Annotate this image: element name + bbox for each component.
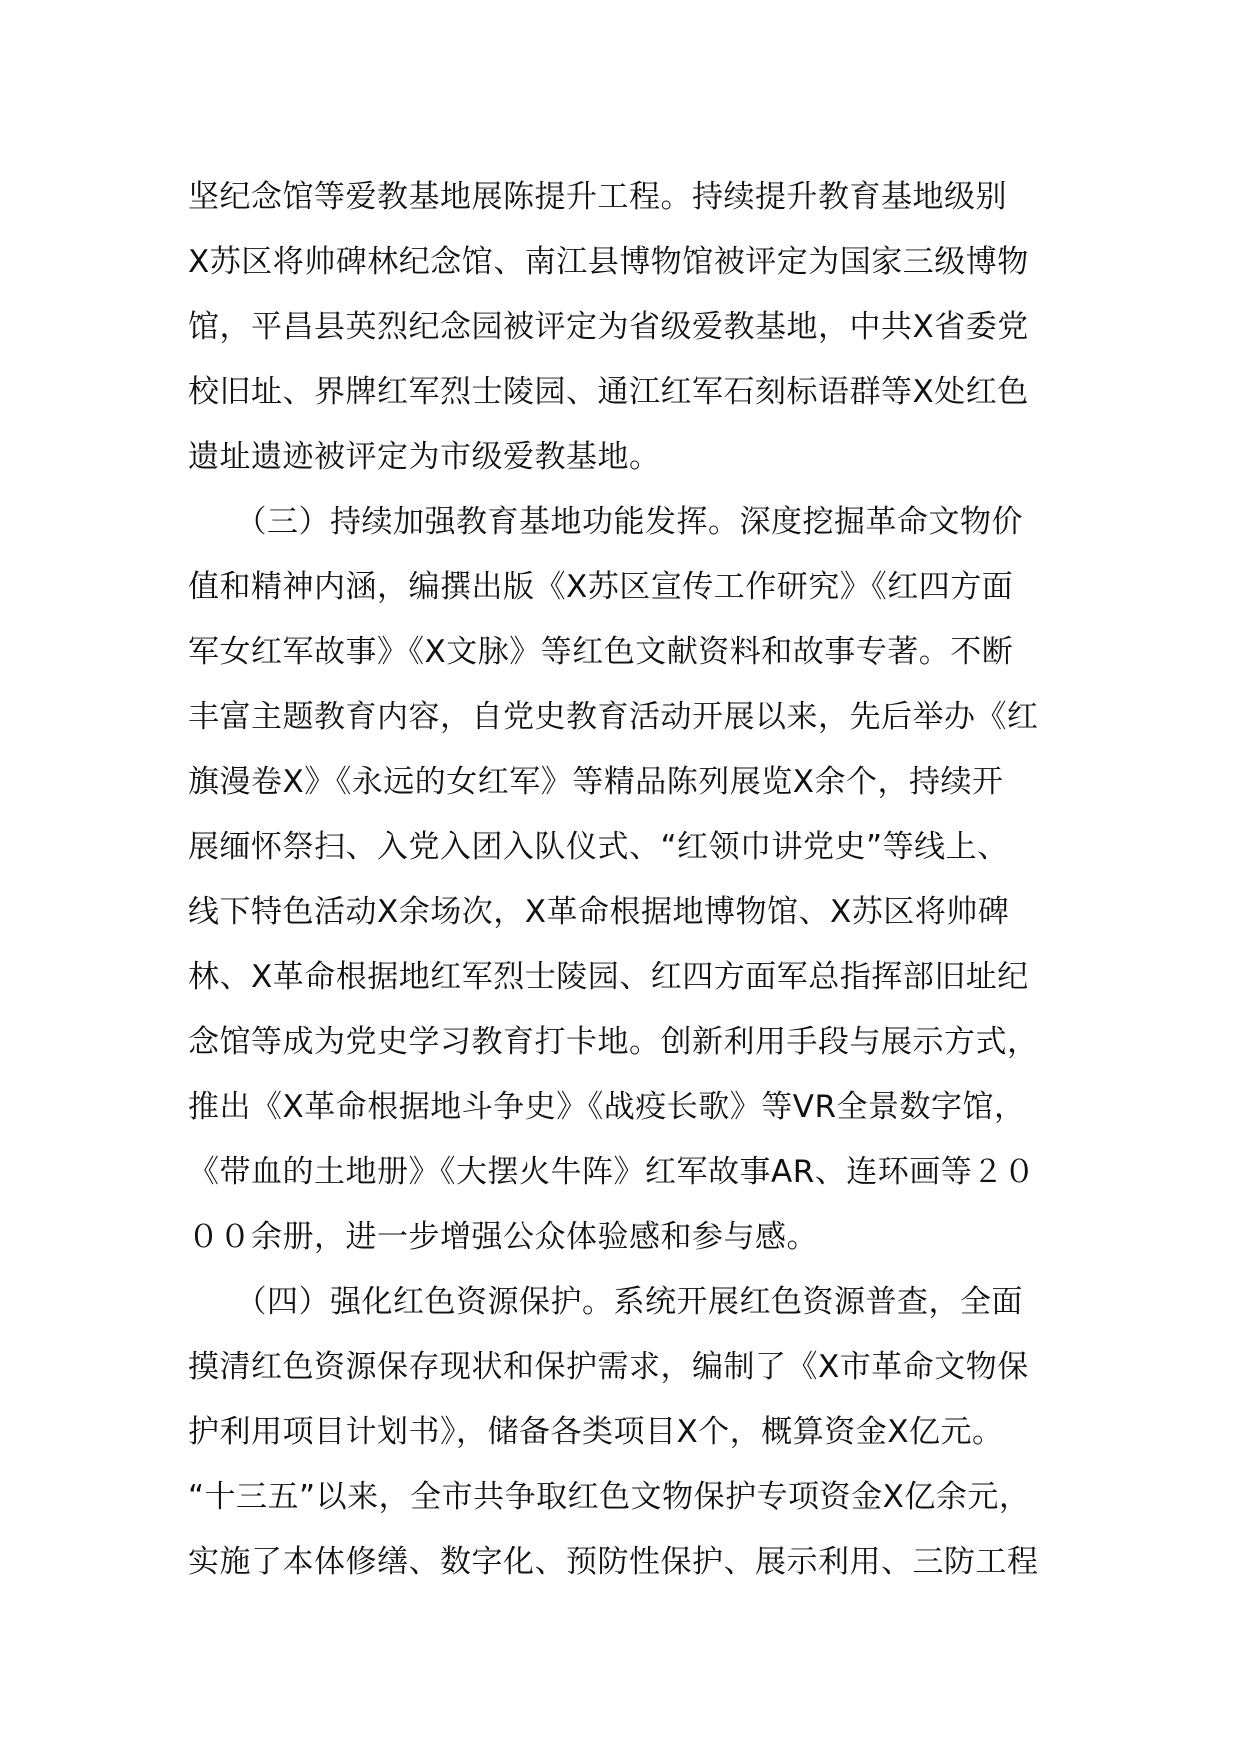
text-line: 《带血的土地册》《大摆火牛阵》红军故事AR、连环画等２０ [188,1154,1036,1190]
text-line: 遗址遗迹被评定为市级爱教基地。 [188,439,661,475]
text-line: 实施了本体修缮、数字化、预防性保护、展示利用、三防工程 [188,1544,1039,1580]
text-line: 护利用项目计划书》，储备各类项目X个，概算资金X亿元。 [188,1414,1004,1450]
text-line: 旗漫卷X》《永远的女红军》等精品陈列展览X余个，持续开 [188,764,1004,800]
text-line: 坚纪念馆等爱教基地展陈提升工程。持续提升教育基地级别 [188,179,1007,215]
text-line: 值和精神内涵，编撰出版《X苏区宣传工作研究》《红四方面 [188,569,1014,605]
text-line: ００余册，进一步增强公众体验感和参与感。 [188,1219,818,1255]
text-line: 军女红军故事》《X文脉》等红色文献资料和故事专著。不断 [188,634,1014,670]
text-line: 念馆等成为党史学习教育打卡地。创新利用手段与展示方式， [188,1024,1039,1060]
text-line: 林、X革命根据地红军烈士陵园、红四方面军总指挥部旧址纪 [188,959,1029,995]
text-line: 摸清红色资源保存现状和保护需求，编制了《X市革命文物保 [188,1349,1029,1385]
text-line: “十三五”以来，全市共争取红色文物保护专项资金X亿余元， [188,1479,1031,1515]
body-text [188,165,1068,1595]
text-line: 校旧址、界牌红军烈士陵园、通江红军石刻标语群等X处红色 [188,374,1029,410]
text-line: 线下特色活动X余场次，X革命根据地博物馆、X苏区将帅碑 [188,894,1010,930]
text-line: 展缅怀祭扫、入党入团入队仪式、“红领巾讲党史”等线上、 [188,829,1009,865]
text-line: X苏区将帅碑林纪念馆、南江县博物馆被评定为国家三级博物 [188,244,1029,280]
text-line: 馆，平昌县英烈纪念园被评定为省级爱教基地，中共X省委党 [188,309,1029,345]
text-line: 推出《X革命根据地斗争史》《战疫长歌》等VR全景数字馆， [188,1089,1026,1125]
text-line: 丰富主题教育内容，自党史教育活动开展以来，先后举办《红 [188,699,1039,735]
section-four-heading-line: （四）强化红色资源保护。系统开展红色资源普查，全面 [188,1284,1023,1320]
section-three-heading-line: （三）持续加强教育基地功能发挥。深度挖掘革命文物价 [188,504,1023,540]
